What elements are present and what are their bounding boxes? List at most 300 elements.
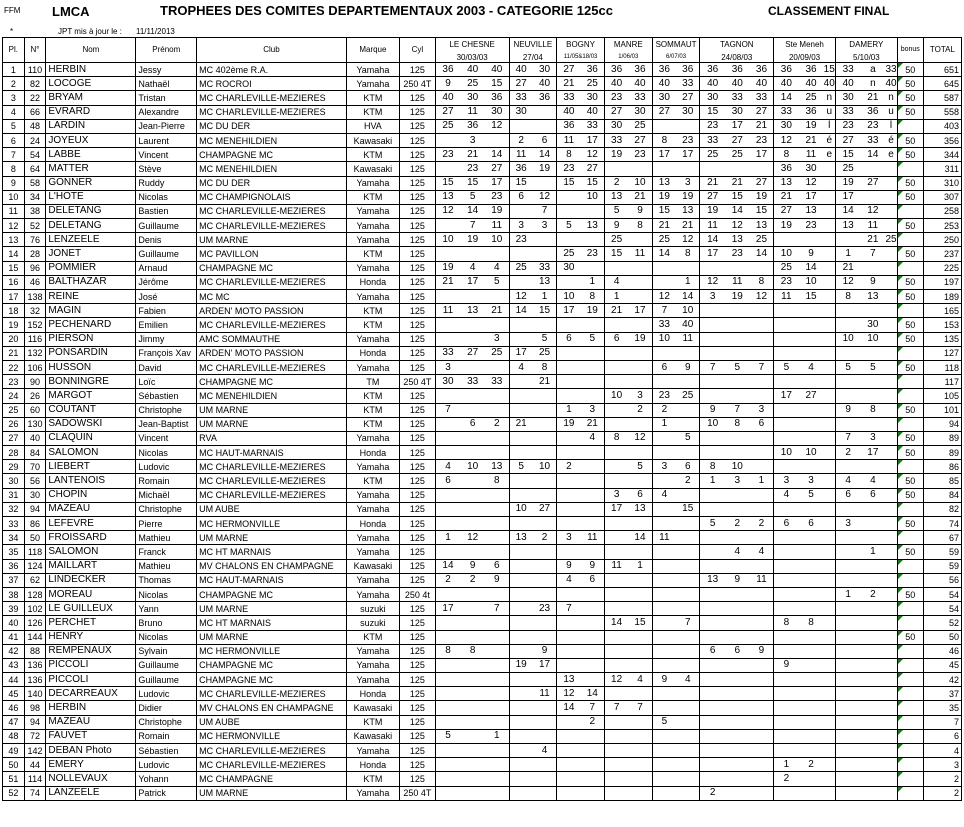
score-cell (509, 247, 533, 261)
score-cell (581, 673, 605, 687)
score-cell: 6 (435, 474, 460, 488)
club-cell: MV CHALONS EN CHAMPAGNE (197, 701, 347, 715)
score-cell: 6 (628, 488, 652, 502)
score-cell (509, 772, 533, 786)
score-cell: 17 (533, 658, 557, 672)
event-date: 27/04 (509, 52, 557, 63)
score-cell (676, 587, 700, 601)
score-cell: 3 (509, 219, 533, 233)
score-cell (581, 616, 605, 630)
cyl-cell: 125 (399, 63, 435, 77)
cyl-cell: 125 (399, 701, 435, 715)
number-cell: 96 (24, 261, 46, 275)
score-cell (460, 729, 485, 743)
total-cell: 3 (923, 758, 961, 772)
score-cell (485, 630, 509, 644)
score-cell: 21 (676, 219, 700, 233)
score-cell (774, 332, 799, 346)
score-cell (799, 375, 824, 389)
rank-cell: 6 (3, 133, 25, 147)
score-cell (799, 715, 824, 729)
score-cell (860, 346, 885, 360)
score-cell (581, 630, 605, 644)
cyl-cell: 125 (399, 602, 435, 616)
score-cell (799, 545, 824, 559)
table-row (3, 616, 962, 630)
score-cell: 15 (557, 176, 581, 190)
score-cell (435, 587, 460, 601)
score-cell: 9 (628, 204, 652, 218)
score-cell: 1 (700, 474, 725, 488)
rank-cell: 1 (3, 63, 25, 77)
score-cell: 6 (860, 488, 885, 502)
score-cell: 27 (435, 105, 460, 119)
name-cell: EVRARD (46, 105, 136, 119)
score-cell (725, 446, 750, 460)
score-cell (700, 701, 725, 715)
score-cell: 21 (460, 148, 485, 162)
score-cell: 12 (799, 176, 824, 190)
score-cell: 2 (750, 517, 774, 531)
score-cell: 15 (835, 148, 860, 162)
brand-cell: Yamaha (346, 545, 399, 559)
score-cell (652, 162, 676, 176)
bonus-cell (897, 531, 923, 545)
bonus-cell (897, 559, 923, 573)
score-cell: 9 (774, 658, 799, 672)
score-cell (676, 375, 700, 389)
bonus-cell: 50 (897, 517, 923, 531)
table-row (3, 360, 962, 374)
score-cell (824, 446, 836, 460)
score-cell (835, 375, 860, 389)
score-cell: 25 (799, 91, 824, 105)
score-cell: 11 (435, 304, 460, 318)
score-cell (652, 687, 676, 701)
cyl-cell: 125 (399, 573, 435, 587)
score-cell (604, 573, 628, 587)
rank-cell: 12 (3, 219, 25, 233)
score-cell: 40 (835, 77, 860, 91)
score-cell: 33 (860, 133, 885, 147)
cyl-cell: 250 4t (399, 587, 435, 601)
col-prenom: Prénom (136, 38, 197, 63)
club-cell: CHAMPAGNE MC (197, 261, 347, 275)
name-cell: BRYAM (46, 91, 136, 105)
score-cell (824, 687, 836, 701)
score-cell (725, 658, 750, 672)
cyl-cell: 125 (399, 219, 435, 233)
name-cell: MAILLART (46, 559, 136, 573)
rank-cell: 11 (3, 204, 25, 218)
event-date: 30/03/03 (435, 52, 509, 63)
score-cell (533, 474, 557, 488)
score-cell (581, 261, 605, 275)
number-cell: 142 (24, 744, 46, 758)
name-cell: PONSARDIN (46, 346, 136, 360)
score-cell: 2 (628, 403, 652, 417)
score-cell: 2 (435, 573, 460, 587)
score-cell (725, 304, 750, 318)
score-cell: 33 (750, 91, 774, 105)
score-cell (885, 275, 897, 289)
score-cell (824, 573, 836, 587)
club-cell: MC HAUT-MARNAIS (197, 573, 347, 587)
event-date: 1/06/03 (604, 52, 652, 63)
score-cell (750, 559, 774, 573)
score-cell (835, 687, 860, 701)
score-cell (824, 729, 836, 743)
brand-cell: Yamaha (346, 261, 399, 275)
total-cell: 403 (923, 119, 961, 133)
score-cell (557, 758, 581, 772)
score-cell: 5 (860, 360, 885, 374)
brand-cell: suzuki (346, 616, 399, 630)
name-cell: MOREAU (46, 587, 136, 601)
score-cell (460, 502, 485, 516)
bonus-cell (897, 715, 923, 729)
score-cell: 4 (509, 360, 533, 374)
cyl-cell: 125 (399, 204, 435, 218)
cyl-cell: 125 (399, 729, 435, 743)
score-cell (533, 729, 557, 743)
firstname-cell: Christophe (136, 715, 197, 729)
score-cell (604, 360, 628, 374)
table-row (3, 176, 962, 190)
score-cell: 14 (799, 261, 824, 275)
score-cell (435, 687, 460, 701)
results-body (3, 63, 962, 801)
score-cell (885, 531, 897, 545)
score-cell (435, 488, 460, 502)
score-cell (509, 403, 533, 417)
score-cell: 13 (725, 233, 750, 247)
score-cell: 10 (485, 233, 509, 247)
score-cell: 14 (750, 247, 774, 261)
name-cell: DELETANG (46, 219, 136, 233)
score-cell: 4 (628, 673, 652, 687)
total-cell: 118 (923, 360, 961, 374)
score-cell (581, 375, 605, 389)
score-cell: 8 (652, 133, 676, 147)
firstname-cell: Loïc (136, 375, 197, 389)
table-row (3, 375, 962, 389)
score-cell: 33 (557, 91, 581, 105)
bonus-cell: 50 (897, 431, 923, 445)
score-cell (824, 204, 836, 218)
score-cell: 3 (581, 403, 605, 417)
total-cell: 225 (923, 261, 961, 275)
club-cell: UM MARNE (197, 417, 347, 431)
score-cell: 21 (700, 176, 725, 190)
score-cell (628, 517, 652, 531)
name-cell: REINE (46, 290, 136, 304)
score-cell (533, 715, 557, 729)
table-row (3, 729, 962, 743)
score-cell (700, 502, 725, 516)
table-row (3, 162, 962, 176)
bonus-cell (897, 744, 923, 758)
firstname-cell: Jérôme (136, 275, 197, 289)
score-cell: 27 (628, 133, 652, 147)
rank-cell: 42 (3, 644, 25, 658)
firstname-cell: Mathieu (136, 559, 197, 573)
brand-cell: KTM (346, 772, 399, 786)
score-cell: 11 (628, 247, 652, 261)
cyl-cell: 125 (399, 91, 435, 105)
brand-cell: KTM (346, 403, 399, 417)
score-cell (885, 687, 897, 701)
score-cell (750, 389, 774, 403)
score-cell (557, 772, 581, 786)
number-cell: 28 (24, 247, 46, 261)
score-cell (509, 573, 533, 587)
score-cell (750, 162, 774, 176)
score-cell: 13 (581, 219, 605, 233)
score-cell (652, 474, 676, 488)
score-cell (799, 460, 824, 474)
club-cell: MC MENEHILDIEN (197, 133, 347, 147)
total-cell: 56 (923, 573, 961, 587)
firstname-cell: Denis (136, 233, 197, 247)
brand-cell: Yamaha (346, 573, 399, 587)
rank-cell: 52 (3, 786, 25, 800)
score-cell: 36 (676, 63, 700, 77)
score-cell: 6 (604, 332, 628, 346)
score-cell (652, 758, 676, 772)
number-cell: 58 (24, 176, 46, 190)
score-cell (557, 233, 581, 247)
score-cell (509, 545, 533, 559)
firstname-cell: Yohann (136, 772, 197, 786)
club-cell: MC 402ème R.A. (197, 63, 347, 77)
score-cell (676, 119, 700, 133)
score-cell (460, 786, 485, 800)
score-cell (676, 346, 700, 360)
score-cell: 1 (676, 275, 700, 289)
brand-cell: KTM (346, 148, 399, 162)
number-cell: 50 (24, 531, 46, 545)
cyl-cell: 125 (399, 105, 435, 119)
score-cell: 1 (835, 587, 860, 601)
score-cell (885, 772, 897, 786)
score-cell (604, 460, 628, 474)
firstname-cell: Jean-Baptist (136, 417, 197, 431)
club-cell: MC CHARLEVILLE-MEZIERES (197, 275, 347, 289)
table-row (3, 346, 962, 360)
score-cell: 40 (676, 318, 700, 332)
score-cell: 13 (774, 176, 799, 190)
number-cell: 22 (24, 91, 46, 105)
score-cell: 27 (557, 63, 581, 77)
bonus-cell (897, 687, 923, 701)
firstname-cell: Sylvain (136, 644, 197, 658)
score-cell: 25 (581, 77, 605, 91)
rank-cell: 36 (3, 559, 25, 573)
score-cell (628, 687, 652, 701)
score-cell (604, 318, 628, 332)
club-cell: MC PAVILLON (197, 247, 347, 261)
score-cell (799, 531, 824, 545)
score-cell: 19 (725, 290, 750, 304)
club-cell: MC CHARLEVILLE-MEZIERES (197, 474, 347, 488)
score-cell: 8 (557, 148, 581, 162)
score-cell (750, 261, 774, 275)
bonus-cell (897, 673, 923, 687)
club-cell: RVA (197, 431, 347, 445)
event-date: 20/09/03 (774, 52, 836, 63)
score-cell: 19 (509, 658, 533, 672)
club-cell: MC HERMONVILLE (197, 517, 347, 531)
score-cell: 17 (725, 119, 750, 133)
score-cell (628, 758, 652, 772)
name-cell: LANZEELE (46, 786, 136, 800)
total-cell: 651 (923, 63, 961, 77)
score-cell: 33 (485, 375, 509, 389)
brand-cell: Yamaha (346, 219, 399, 233)
score-cell (604, 375, 628, 389)
score-cell: 2 (604, 176, 628, 190)
score-cell (557, 190, 581, 204)
score-cell (435, 744, 460, 758)
score-cell (557, 389, 581, 403)
score-cell: 15 (750, 204, 774, 218)
score-cell: 15 (604, 247, 628, 261)
score-cell (652, 630, 676, 644)
score-cell (700, 446, 725, 460)
score-cell (581, 772, 605, 786)
score-cell: 30 (485, 105, 509, 119)
total-cell: 2 (923, 772, 961, 786)
score-cell: 13 (676, 204, 700, 218)
total-cell: 558 (923, 105, 961, 119)
score-cell (435, 133, 460, 147)
score-cell: 30 (628, 105, 652, 119)
rank-cell: 15 (3, 261, 25, 275)
score-cell: 7 (485, 602, 509, 616)
score-cell (885, 474, 897, 488)
score-cell: 12 (460, 531, 485, 545)
score-cell (835, 233, 860, 247)
bonus-cell: 50 (897, 474, 923, 488)
score-cell (628, 162, 652, 176)
col-pl: Pl. (3, 38, 25, 63)
score-cell: 5 (509, 460, 533, 474)
score-cell: 8 (628, 219, 652, 233)
score-cell: é (885, 133, 897, 147)
score-cell: 36 (604, 63, 628, 77)
bonus-cell (897, 346, 923, 360)
club-cell: MC MENEHILDIEN (197, 162, 347, 176)
score-cell (700, 587, 725, 601)
score-cell (509, 375, 533, 389)
col-nom: Nom (46, 38, 136, 63)
score-cell (485, 318, 509, 332)
number-cell: 144 (24, 630, 46, 644)
score-cell: 30 (700, 91, 725, 105)
name-cell: LOCOGE (46, 77, 136, 91)
bonus-cell (897, 233, 923, 247)
score-cell (885, 417, 897, 431)
brand-cell: Honda (346, 517, 399, 531)
brand-cell: HVA (346, 119, 399, 133)
score-cell: 23 (652, 389, 676, 403)
firstname-cell: Tristan (136, 91, 197, 105)
score-cell: 2 (581, 715, 605, 729)
score-cell: 6 (835, 488, 860, 502)
score-cell (485, 502, 509, 516)
table-row (3, 488, 962, 502)
club-cell: MC CHARLEVILLE-MEZIERES (197, 687, 347, 701)
number-cell: 82 (24, 77, 46, 91)
score-cell: 11 (533, 687, 557, 701)
score-cell (460, 290, 485, 304)
score-cell (700, 332, 725, 346)
score-cell: 6 (774, 517, 799, 531)
col-cyl: Cyl (399, 38, 435, 63)
score-cell: 23 (750, 133, 774, 147)
score-cell (824, 176, 836, 190)
score-cell: 11 (509, 148, 533, 162)
score-cell: 17 (860, 446, 885, 460)
score-cell: 4 (774, 488, 799, 502)
firstname-cell: Guillaume (136, 219, 197, 233)
club-cell: MC CHARLEVILLE-MEZIERES (197, 204, 347, 218)
cyl-cell: 125 (399, 673, 435, 687)
score-cell: 27 (652, 105, 676, 119)
score-cell (774, 233, 799, 247)
total-cell: 35 (923, 701, 961, 715)
score-cell: 6 (509, 190, 533, 204)
score-cell (557, 616, 581, 630)
score-cell (860, 758, 885, 772)
score-cell: 13 (835, 219, 860, 233)
score-cell (824, 275, 836, 289)
score-cell (750, 460, 774, 474)
score-cell (824, 545, 836, 559)
score-cell (860, 616, 885, 630)
score-cell: 15 (824, 63, 836, 77)
rank-cell: 50 (3, 758, 25, 772)
score-cell (750, 346, 774, 360)
score-cell (557, 786, 581, 800)
score-cell: 25 (604, 233, 628, 247)
score-cell (750, 658, 774, 672)
cyl-cell: 125 (399, 715, 435, 729)
score-cell (604, 658, 628, 672)
score-cell: 19 (604, 148, 628, 162)
score-cell: 40 (557, 105, 581, 119)
name-cell: MAGIN (46, 304, 136, 318)
score-cell (581, 729, 605, 743)
club-cell: CHAMPAGNE MC (197, 587, 347, 601)
name-cell: MAZEAU (46, 502, 136, 516)
club-cell: CHAMPAGNE MC (197, 375, 347, 389)
brand-cell: Yamaha (346, 744, 399, 758)
score-cell (533, 389, 557, 403)
brand-cell: Yamaha (346, 431, 399, 445)
score-cell (885, 701, 897, 715)
score-cell (509, 715, 533, 729)
firstname-cell: David (136, 360, 197, 374)
score-cell: 3 (604, 488, 628, 502)
score-cell (700, 658, 725, 672)
score-cell (676, 729, 700, 743)
table-row (3, 658, 962, 672)
score-cell (628, 786, 652, 800)
cyl-cell: 125 (399, 772, 435, 786)
total-cell: 127 (923, 346, 961, 360)
